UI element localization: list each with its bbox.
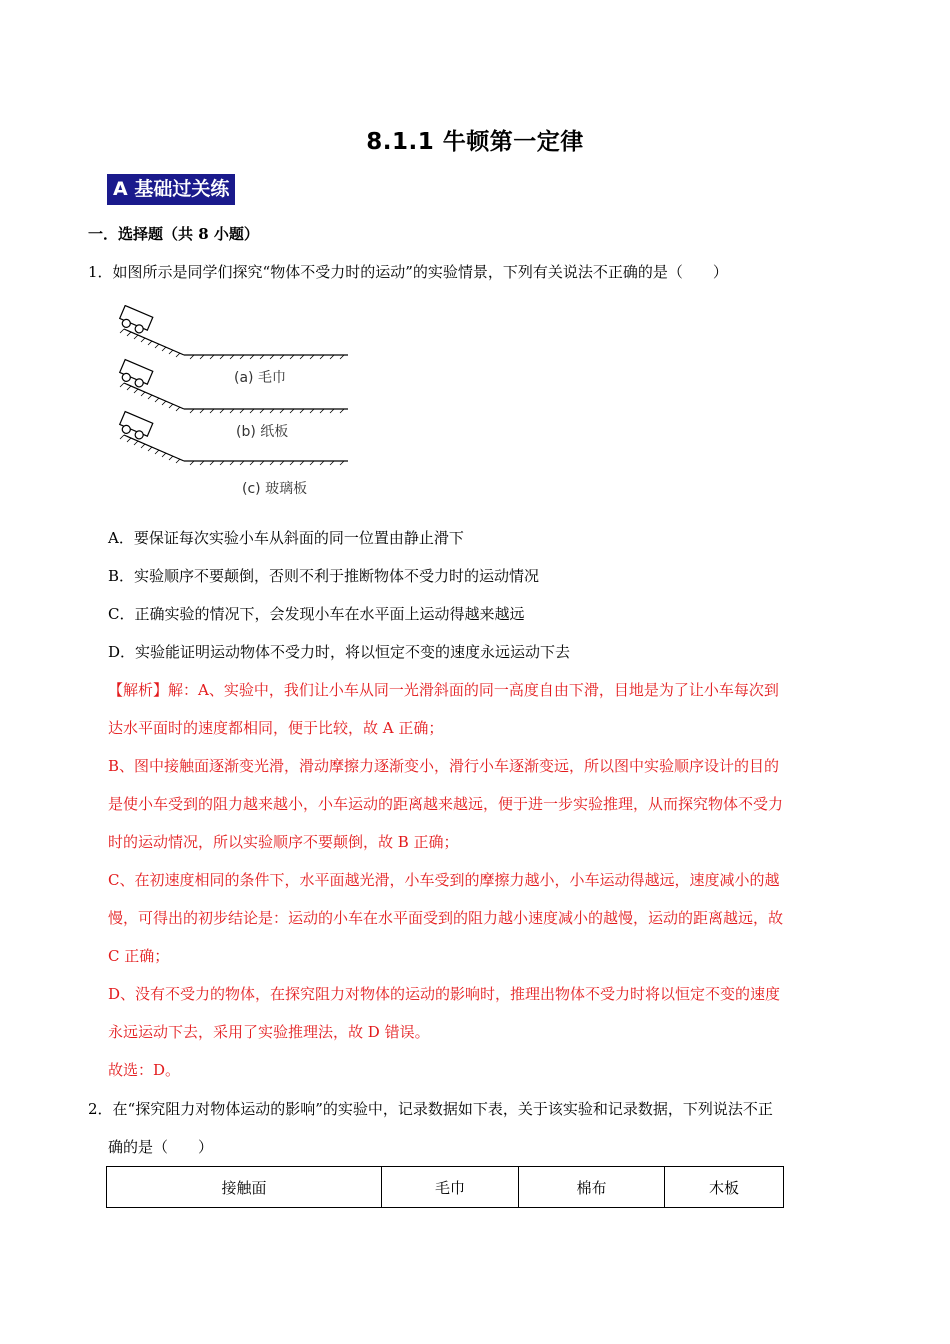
table-header-cell: 棉布 (519, 1167, 665, 1208)
q1-analysis-line-9: D、没有不受力的物体，在探究阻力对物体的运动的影响时，推理出物体不受力时将以恒定不变的速度 (108, 985, 781, 1003)
q1-analysis-line-6: C、在初速度相同的条件下，水平面越光滑，小车受到的摩擦力越小，小车运动得越远，速度减小的越 (108, 871, 780, 889)
figure-label-a: (a) 毛巾 (234, 370, 286, 386)
figure-label-c: (c) 玻璃板 (242, 481, 308, 497)
q1-analysis-line-4: 是使小车受到的阻力越来越小，小车运动的距离越来越远，便于进一步实验推理，从而探究物体不受力 (108, 795, 784, 813)
q1-analysis-line-8: C 正确； (108, 947, 170, 965)
q1-analysis-line-3: B、图中接触面逐渐变光滑，滑动摩擦力逐渐变小，滑行小车逐渐变远，所以图中实验顺序设计的目的 (108, 757, 780, 775)
table-header-cell: 木板 (665, 1167, 784, 1208)
table-row (107, 1167, 784, 1208)
q2-stem-line-2: 确的是（ ） (108, 1138, 214, 1156)
cart-c (117, 412, 152, 442)
q1-analysis-line-10: 永远运动下去，采用了实验推理法，故 D 错误。 (108, 1023, 430, 1041)
q1-option-c: C．正确实验的情况下，会发现小车在水平面上运动得越来越远 (108, 605, 525, 623)
q1-analysis-line-1: 【解析】解：A、实验中，我们让小车从同一光滑斜面的同一高度自由下滑，目地是为了让小车每次到 (108, 681, 779, 699)
section-banner: A 基础过关练 (107, 174, 235, 205)
q1-analysis-line-5: 时的运动情况，所以实验顺序不要颠倒，故 B 正确； (108, 833, 459, 851)
incline-a (117, 306, 348, 359)
q2-stem-line-1: 2．在“探究阻力对物体运动的影响”的实验中，记录数据如下表，关于该实验和记录数据，下列说法不正 (88, 1100, 773, 1118)
table-header-cell: 接触面 (107, 1167, 382, 1208)
table-header-cell: 毛巾 (382, 1167, 519, 1208)
cart-a (117, 306, 152, 336)
q1-answer: 故选：D。 (108, 1061, 181, 1079)
q2-data-table (106, 1166, 784, 1208)
analysis-tag: 【解析】 (108, 681, 169, 699)
q1-analysis-line-7: 慢，可得出的初步结论是：运动的小车在水平面受到的阻力越小速度减小的越慢，运动的距离越远，故 (108, 909, 784, 927)
cart-b (117, 360, 152, 390)
q1-stem: 1．如图所示是同学们探究“物体不受力时的运动”的实验情景，下列有关说法不正确的是（ ） (88, 263, 728, 281)
page-title: 8.1.1 牛顿第一定律 (366, 129, 584, 155)
q1-option-a: A．要保证每次实验小车从斜面的同一位置由静止滑下 (108, 529, 464, 547)
figure-label-b: (b) 纸板 (236, 424, 289, 440)
incline-b (117, 360, 348, 413)
q1-option-b: B．实验顺序不要颠倒，否则不利于推断物体不受力时的运动情况 (108, 567, 540, 585)
incline-experiment-figure (114, 305, 354, 500)
q1-analysis-line-2: 达水平面时的速度都相同，便于比较，故 A 正确； (108, 719, 444, 737)
incline-c (117, 412, 348, 465)
q1-option-d: D．实验能证明运动物体不受力时，将以恒定不变的速度永远运动下去 (108, 643, 571, 661)
question-type-heading: 一．选择题（共 8 小题） (88, 225, 259, 243)
